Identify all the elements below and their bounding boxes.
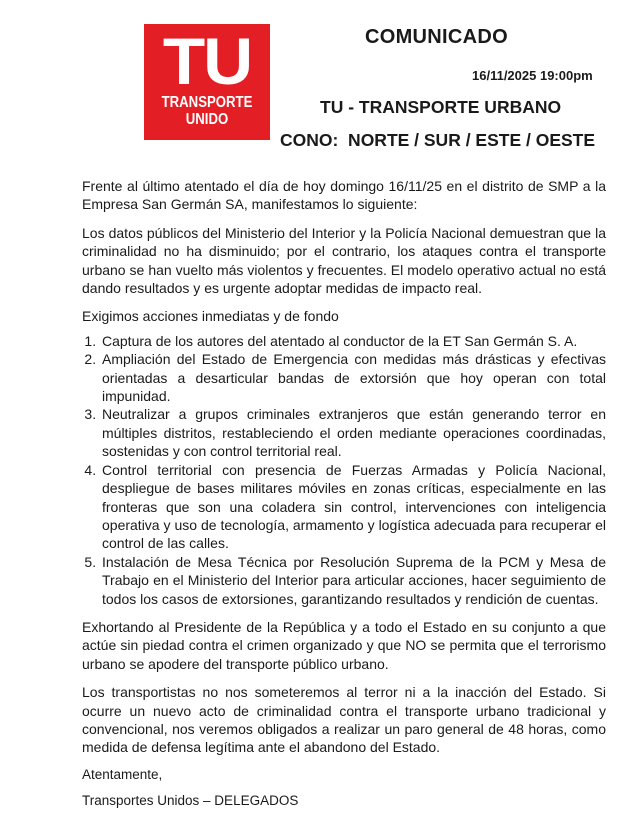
document-datetime: 16/11/2025 19:00pm (472, 68, 593, 83)
exhortation-paragraph: Exhortando al Presidente de la República y a todo el Estado en su conjunto a que actúe sin piedad contra el crimen organizado y que NO se permita que el terrorismo urbano se apodere del transporte público urbano. (82, 618, 606, 672)
intro-paragraph: Frente al último atentado el día de hoy domingo 16/11/25 en el distrito de SMP a la Empresa San Germán SA, manifestamos lo siguiente: (82, 178, 606, 213)
demand-item: 2. Ampliación del Estado de Emergencia con medidas más drásticas y efectivas orientadas a desarticular bandas de extorsión que hoy operan con total impunidad. (100, 350, 606, 405)
logo-line-1: TRANSPORTE (161, 94, 253, 111)
document-body (82, 177, 606, 819)
closing: Atentamente, (82, 766, 163, 782)
organization-name: TU - TRANSPORTE URBANO (320, 97, 562, 117)
demands-heading: Exigimos acciones inmediatas y de fondo (82, 308, 339, 325)
context-paragraph: Los datos públicos del Ministerio del Interior y la Policía Nacional demuestran que la criminalidad no ha disminuido; por el contrario, los ataques contra el transporte urbano se han vuelto más violentos y frecuentes. El modelo operativo actual no está dando resultados y es urgente adoptar medidas de impacto real. (82, 224, 606, 297)
demand-item: 1. Captura de los autores del atentado al conductor de la ET San Germán S. A. (100, 332, 606, 350)
transporte-unido-logo (144, 24, 270, 140)
demand-item: 3. Neutralizar a grupos criminales extranjeros que están generando terror en múltiples distritos, restableciendo el orden mediante operaciones coordinadas, sostenidas y con control territorial real. (100, 405, 606, 460)
warning-paragraph: Los transportistas no nos someteremos al terror ni a la inacción del Estado. Si ocurre un nuevo acto de criminalidad contra el transporte urbano tradicional y convencional, nos veremos obligados a realizar un paro general de 48 horas, como medida de defensa legítima ante el abandono del Estado. (82, 684, 606, 756)
demand-item: 4. Control territorial con presencia de Fuerzas Armadas y Policía Nacional, despliegue de bases militares móviles en zonas críticas, especialmente en las fronteras que son una coladera sin control, intervenciones con inteligencia operativa y uso de tecnología, armamento y logística adecuada para recuperar el control de las calles. (100, 461, 606, 553)
cono-zones: CONO: NORTE / SUR / ESTE / OESTE (280, 130, 596, 150)
logo-line-2: UNIDO (185, 111, 229, 128)
logo-initials: TU (162, 24, 252, 98)
document-title: COMUNICADO (365, 26, 508, 48)
demands-list (82, 332, 606, 608)
demand-item: 5. Instalación de Mesa Técnica por Resolución Suprema de la PCM y Mesa de Trabajo en el Ministerio del Interior para articular acciones, hacer seguimiento de todos los casos de extorsiones, garantizando resultados y rendición de cuentas. (100, 553, 606, 608)
signer: Transportes Unidos – DELEGADOS (82, 792, 299, 808)
